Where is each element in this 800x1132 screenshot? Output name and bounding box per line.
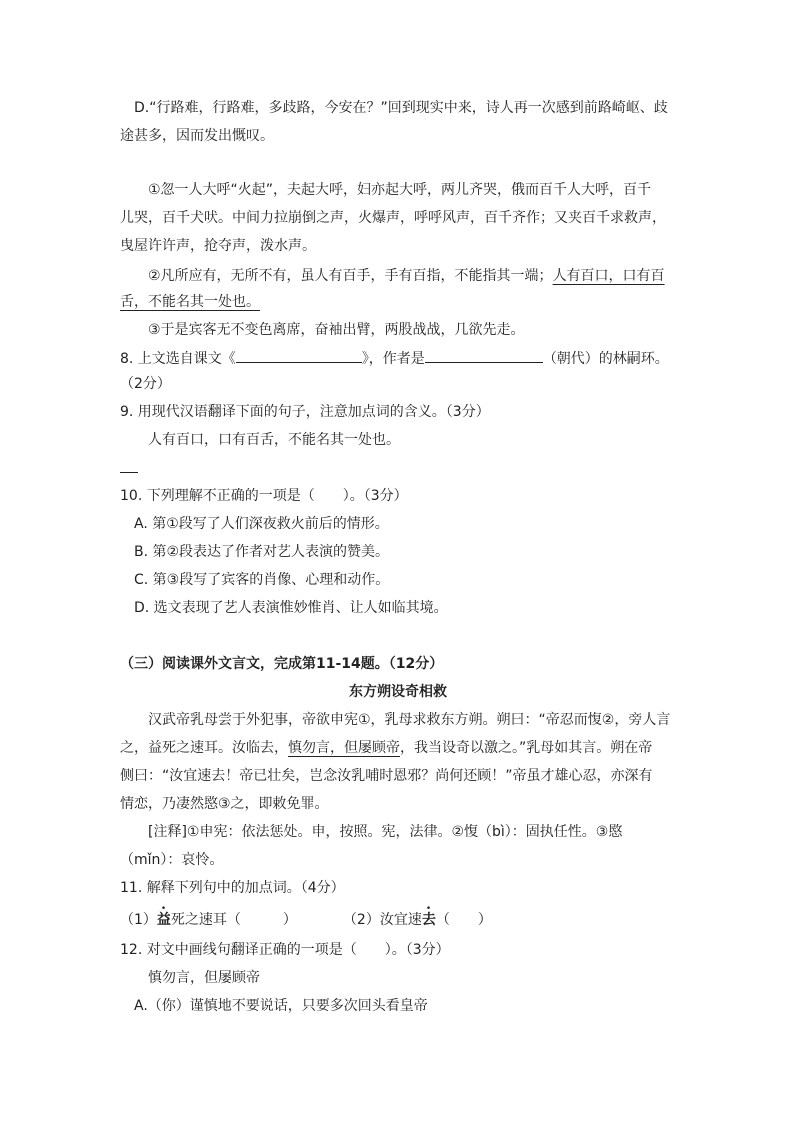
paragraph-1-line2: 儿哭，百千犬吠。中间力拉崩倒之声，火爆声，呼呼风声，百千齐作；又夹百千求救声， <box>120 210 666 226</box>
paragraph-2-line1 <box>148 266 665 286</box>
paragraph-2-line2 <box>120 292 260 312</box>
paragraph-3: ③于是宾客无不变色离席，奋袖出臂，两股战战，几欲先走。 <box>148 322 525 338</box>
question-9-stem: 9. 用现代汉语翻译下面的句子，注意加点词的含义。（3分） <box>120 404 490 420</box>
passage-line3: 侧曰：“汝宜速去！帝已壮矣，岂念汝乳哺时恩邪？尚何还顾！”帝虽才雄心忍，亦深有 <box>120 768 653 784</box>
q10-option-c: C. 第③段写了宾客的肖像、心理和动作。 <box>134 572 390 588</box>
passage-line1: 汉武帝乳母尝于外犯事，帝欲申宪①，乳母求救东方朔。朔曰：“帝忍而愎②，旁人言 <box>148 712 671 728</box>
question-9-sentence: 人有百口，口有百舌，不能名其一处也。 <box>148 432 400 448</box>
question-12-stem: 12. 对文中画线句翻译正确的一项是（ ）。（3分） <box>120 942 450 958</box>
q8-text-a: 8. 上文选自课文《 <box>120 351 236 367</box>
underlined-sentence-part1: 人有百口，口有百 <box>552 268 665 284</box>
q11-dotted-word-1: 益 <box>156 912 171 928</box>
question-8 <box>120 348 669 369</box>
question-11-items <box>120 910 492 930</box>
q11-item2-num: （2）汝宜速 <box>342 912 422 928</box>
notes-line2: （mǐn）：哀怜。 <box>120 852 224 868</box>
option-d-line2: 途甚多，因而发出慨叹。 <box>120 128 274 144</box>
question-11-stem: 11. 解释下列句中的加点词。（4分） <box>120 880 345 896</box>
passage-title: 东方朔设奇相救 <box>349 684 447 700</box>
passage-line2-a: 之，益死之速耳。汝临去， <box>120 740 288 756</box>
paragraph-1-line3: 曳屋许许声，抢夺声，泼水声。 <box>120 238 316 254</box>
answer-line <box>120 472 138 473</box>
q10-option-b: B. 第②段表达了作者对艺人表演的赞美。 <box>134 544 390 560</box>
q8-blank-dynasty[interactable] <box>425 348 543 363</box>
question-10-stem: 10. 下列理解不正确的一项是（ ）。（3分） <box>120 488 408 504</box>
q11-item1-num: （1） <box>120 912 157 928</box>
q8-blank-title[interactable] <box>236 348 362 363</box>
q11-item1-rest: 死之速耳（ ） <box>170 912 297 928</box>
underlined-sentence-part2: 舌，不能名其一处也。 <box>120 294 260 310</box>
passage-line4: 情恋，乃凄然愍③之，即敕免罪。 <box>120 796 329 812</box>
section-3-heading: （三）阅读课外文言文，完成第11-14题。（12分） <box>120 656 444 672</box>
paragraph-1-line1: ①忽一人大呼“火起”，夫起大呼，妇亦起大呼，两儿齐哭，俄而百千人大呼，百千 <box>148 182 652 198</box>
q10-option-d: D. 选文表现了艺人表演惟妙惟肖、让人如临其境。 <box>134 600 448 616</box>
paragraph-2-text: ②凡所应有，无所不有，虽人有百手，手有百指，不能指其一端； <box>148 268 553 284</box>
passage-line2 <box>120 738 652 758</box>
q11-item2-rest: （ ） <box>435 912 492 928</box>
q8-text-b: 》，作者是 <box>361 351 425 367</box>
underlined-phrase: 慎勿言，但屡顾帝 <box>288 740 400 756</box>
q10-option-a: A. 第①段写了人们深夜救火前后的情形。 <box>134 516 389 532</box>
question-12-sentence: 慎勿言，但屡顾帝 <box>148 970 260 986</box>
notes-line1: [注释]①申宪：依法惩处。申，按照。宪，法律。②愎（bì）：固执任性。③愍 <box>148 824 623 840</box>
passage-line2-b: ，我当设奇以激之。”乳母如其言。朔在帝 <box>400 740 653 756</box>
q12-option-a: A.（你）谨慎地不要说话，只要多次回头看皇帝 <box>134 998 428 1014</box>
q8-text-c: （朝代）的林嗣环。 <box>542 351 669 367</box>
option-d-line1: D.“行路难，行路难，多歧路，今安在？”回到现实中来，诗人再一次感到前路崎岖、歧 <box>134 100 668 116</box>
q11-dotted-word-2: 去 <box>421 912 436 928</box>
question-8-score: （2分） <box>120 376 171 392</box>
